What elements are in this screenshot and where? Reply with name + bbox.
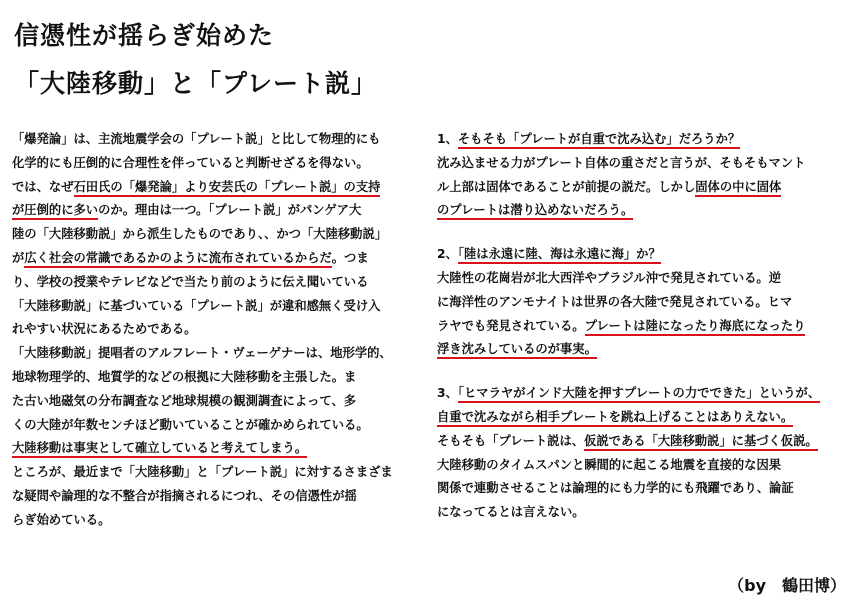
- underlined-phrase: そもそも「プレートが自重で沈み込む」だろうか？: [458, 132, 740, 149]
- text-line: [12, 295, 424, 319]
- underlined-phrase: 固体の中に固体: [695, 180, 781, 197]
- text-segment: 「大陸移動説」に基づいている「プレート説」が違和感無く受け入: [12, 298, 381, 313]
- text-line: [437, 477, 855, 501]
- underlined-phrase: 石田氏の「爆発論」より安芸氏の「プレート説」の支持: [74, 180, 381, 197]
- text-line: [437, 176, 855, 200]
- text-segment: になってるとは言えない。: [437, 505, 585, 520]
- text-segment: た古い地磁気の分布調査など地球規模の観測調査によって、多: [12, 393, 357, 408]
- text-line: [437, 454, 855, 478]
- text-segment: 沈み込ませる力がプレート自体の重さだと言うが、そもそもマント: [437, 155, 806, 170]
- underlined-phrase: 浮き沈みしているのが事実。: [437, 342, 597, 359]
- underlined-phrase: 広く社会の常識であるかのように流布されているからだ: [24, 251, 331, 268]
- text-segment: くの大陸が年数センチほど動いていることが確かめられている。: [12, 417, 369, 432]
- text-line: [12, 366, 424, 390]
- text-segment: ところが、最近まで「大陸移動」と「プレート説」に対するさまざま: [12, 465, 393, 480]
- text-segment: り、学校の授業やテレビなどで当たり前のように伝え聞いている: [12, 274, 369, 289]
- text-line: [437, 152, 855, 176]
- text-line: [12, 342, 424, 366]
- underlined-phrase: 仮説である「大陸移動説」に基づく仮説。: [584, 434, 818, 451]
- underlined-phrase: 「陸は永遠に陸、海は永遠に海」か？: [458, 247, 661, 264]
- underlined-phrase: 自重で沈みながら相手プレートを跳ね上げることはありえない。: [437, 410, 793, 427]
- text-line: [12, 199, 424, 223]
- text-segment: 1、: [437, 132, 458, 146]
- text-line: [12, 390, 424, 414]
- text-line: [12, 176, 424, 200]
- text-segment: な疑問や論理的な不整合が指摘されるにつれ、その信憑性が揺: [12, 488, 357, 503]
- text-line: [12, 485, 424, 509]
- text-line: [437, 382, 855, 406]
- text-segment: 地球物理学的、地質学的などの根拠に大陸移動を主張した。ま: [12, 369, 357, 384]
- left-column-body: [12, 128, 424, 533]
- text-line: [437, 430, 855, 454]
- text-line: [12, 437, 424, 461]
- text-line: [12, 414, 424, 438]
- underlined-phrase: のプレートは潜り込めないだろう。: [437, 203, 633, 220]
- text-segment: に海洋性のアンモナイトは世界の各大陸で発見されている。ヒマ: [437, 294, 793, 309]
- text-segment: 2、: [437, 247, 458, 262]
- text-segment: れやすい状況にあるためである。: [12, 322, 197, 337]
- text-segment: 「爆発論」は、主流地震学会の「プレート説」と比して物理的にも: [12, 132, 381, 146]
- text-line: [12, 152, 424, 176]
- underlined-phrase: が圧倒的に多い: [12, 203, 98, 220]
- text-line: [12, 247, 424, 271]
- text-segment: 陸の「大陸移動説」から派生したものであり、、かつ「大陸移動説」: [12, 227, 388, 242]
- text-line: [12, 128, 424, 152]
- text-segment: 3、: [437, 386, 458, 401]
- text-segment: 化学的にも圧倒的に合理性を伴っていると判断せざるを得ない。: [12, 155, 369, 170]
- text-line: [437, 291, 855, 315]
- text-line: [437, 199, 855, 223]
- text-line: [12, 509, 424, 533]
- author-byline: （by 鶴田博）: [728, 576, 846, 595]
- right-column-points: [437, 128, 855, 525]
- text-line: [12, 271, 424, 295]
- paragraph-gap: [437, 362, 855, 382]
- underlined-phrase: 大陸移動は事実として確立していると考えてしまう。: [12, 441, 307, 458]
- text-line: [12, 461, 424, 485]
- text-line: [12, 318, 424, 342]
- text-segment: らぎ始めている。: [12, 512, 111, 527]
- paragraph-gap: [437, 223, 855, 243]
- text-segment: 大陸移動のタイムスパンと瞬間的に起こる地震を直接的な因果: [437, 457, 782, 472]
- text-segment: 「大陸移動説」提唱者のアルフレート・ヴェーゲナーは、地形学的、: [12, 346, 392, 361]
- text-line: [437, 243, 855, 267]
- headline-line-1: 信憑性が揺らぎ始めた: [14, 21, 275, 50]
- text-line: [437, 501, 855, 525]
- underlined-phrase: プレートは陸になったり海底になったり: [585, 319, 806, 336]
- text-line: [437, 338, 855, 362]
- underlined-phrase: 「ヒマラヤがインド大陸を押すプレートの力でできた」というが、: [458, 386, 820, 403]
- text-segment: ラヤでも発見されている。: [437, 318, 585, 333]
- text-line: [437, 267, 855, 291]
- text-line: [437, 128, 855, 152]
- text-segment: ル上部は固体であることが前提の説だ。しかし: [437, 179, 696, 194]
- text-segment: が: [12, 250, 25, 265]
- text-line: [437, 406, 855, 430]
- headline-line-2: 「大陸移動」と「プレート説」: [14, 69, 378, 98]
- text-line: [437, 315, 855, 339]
- text-segment: そもそも「プレート説は、: [437, 433, 585, 448]
- text-segment: では、なぜ: [12, 179, 74, 194]
- text-segment: 大陸性の花崗岩が北大西洋やブラジル沖で発見されている。逆: [437, 270, 782, 285]
- text-segment: 関係で連動させることは論理的にも力学的にも飛躍であり、論証: [437, 481, 794, 496]
- text-segment: のか。理由は一つ。「プレート説」がパンゲア大: [98, 203, 362, 218]
- text-segment: 。つま: [331, 250, 369, 265]
- text-line: [12, 223, 424, 247]
